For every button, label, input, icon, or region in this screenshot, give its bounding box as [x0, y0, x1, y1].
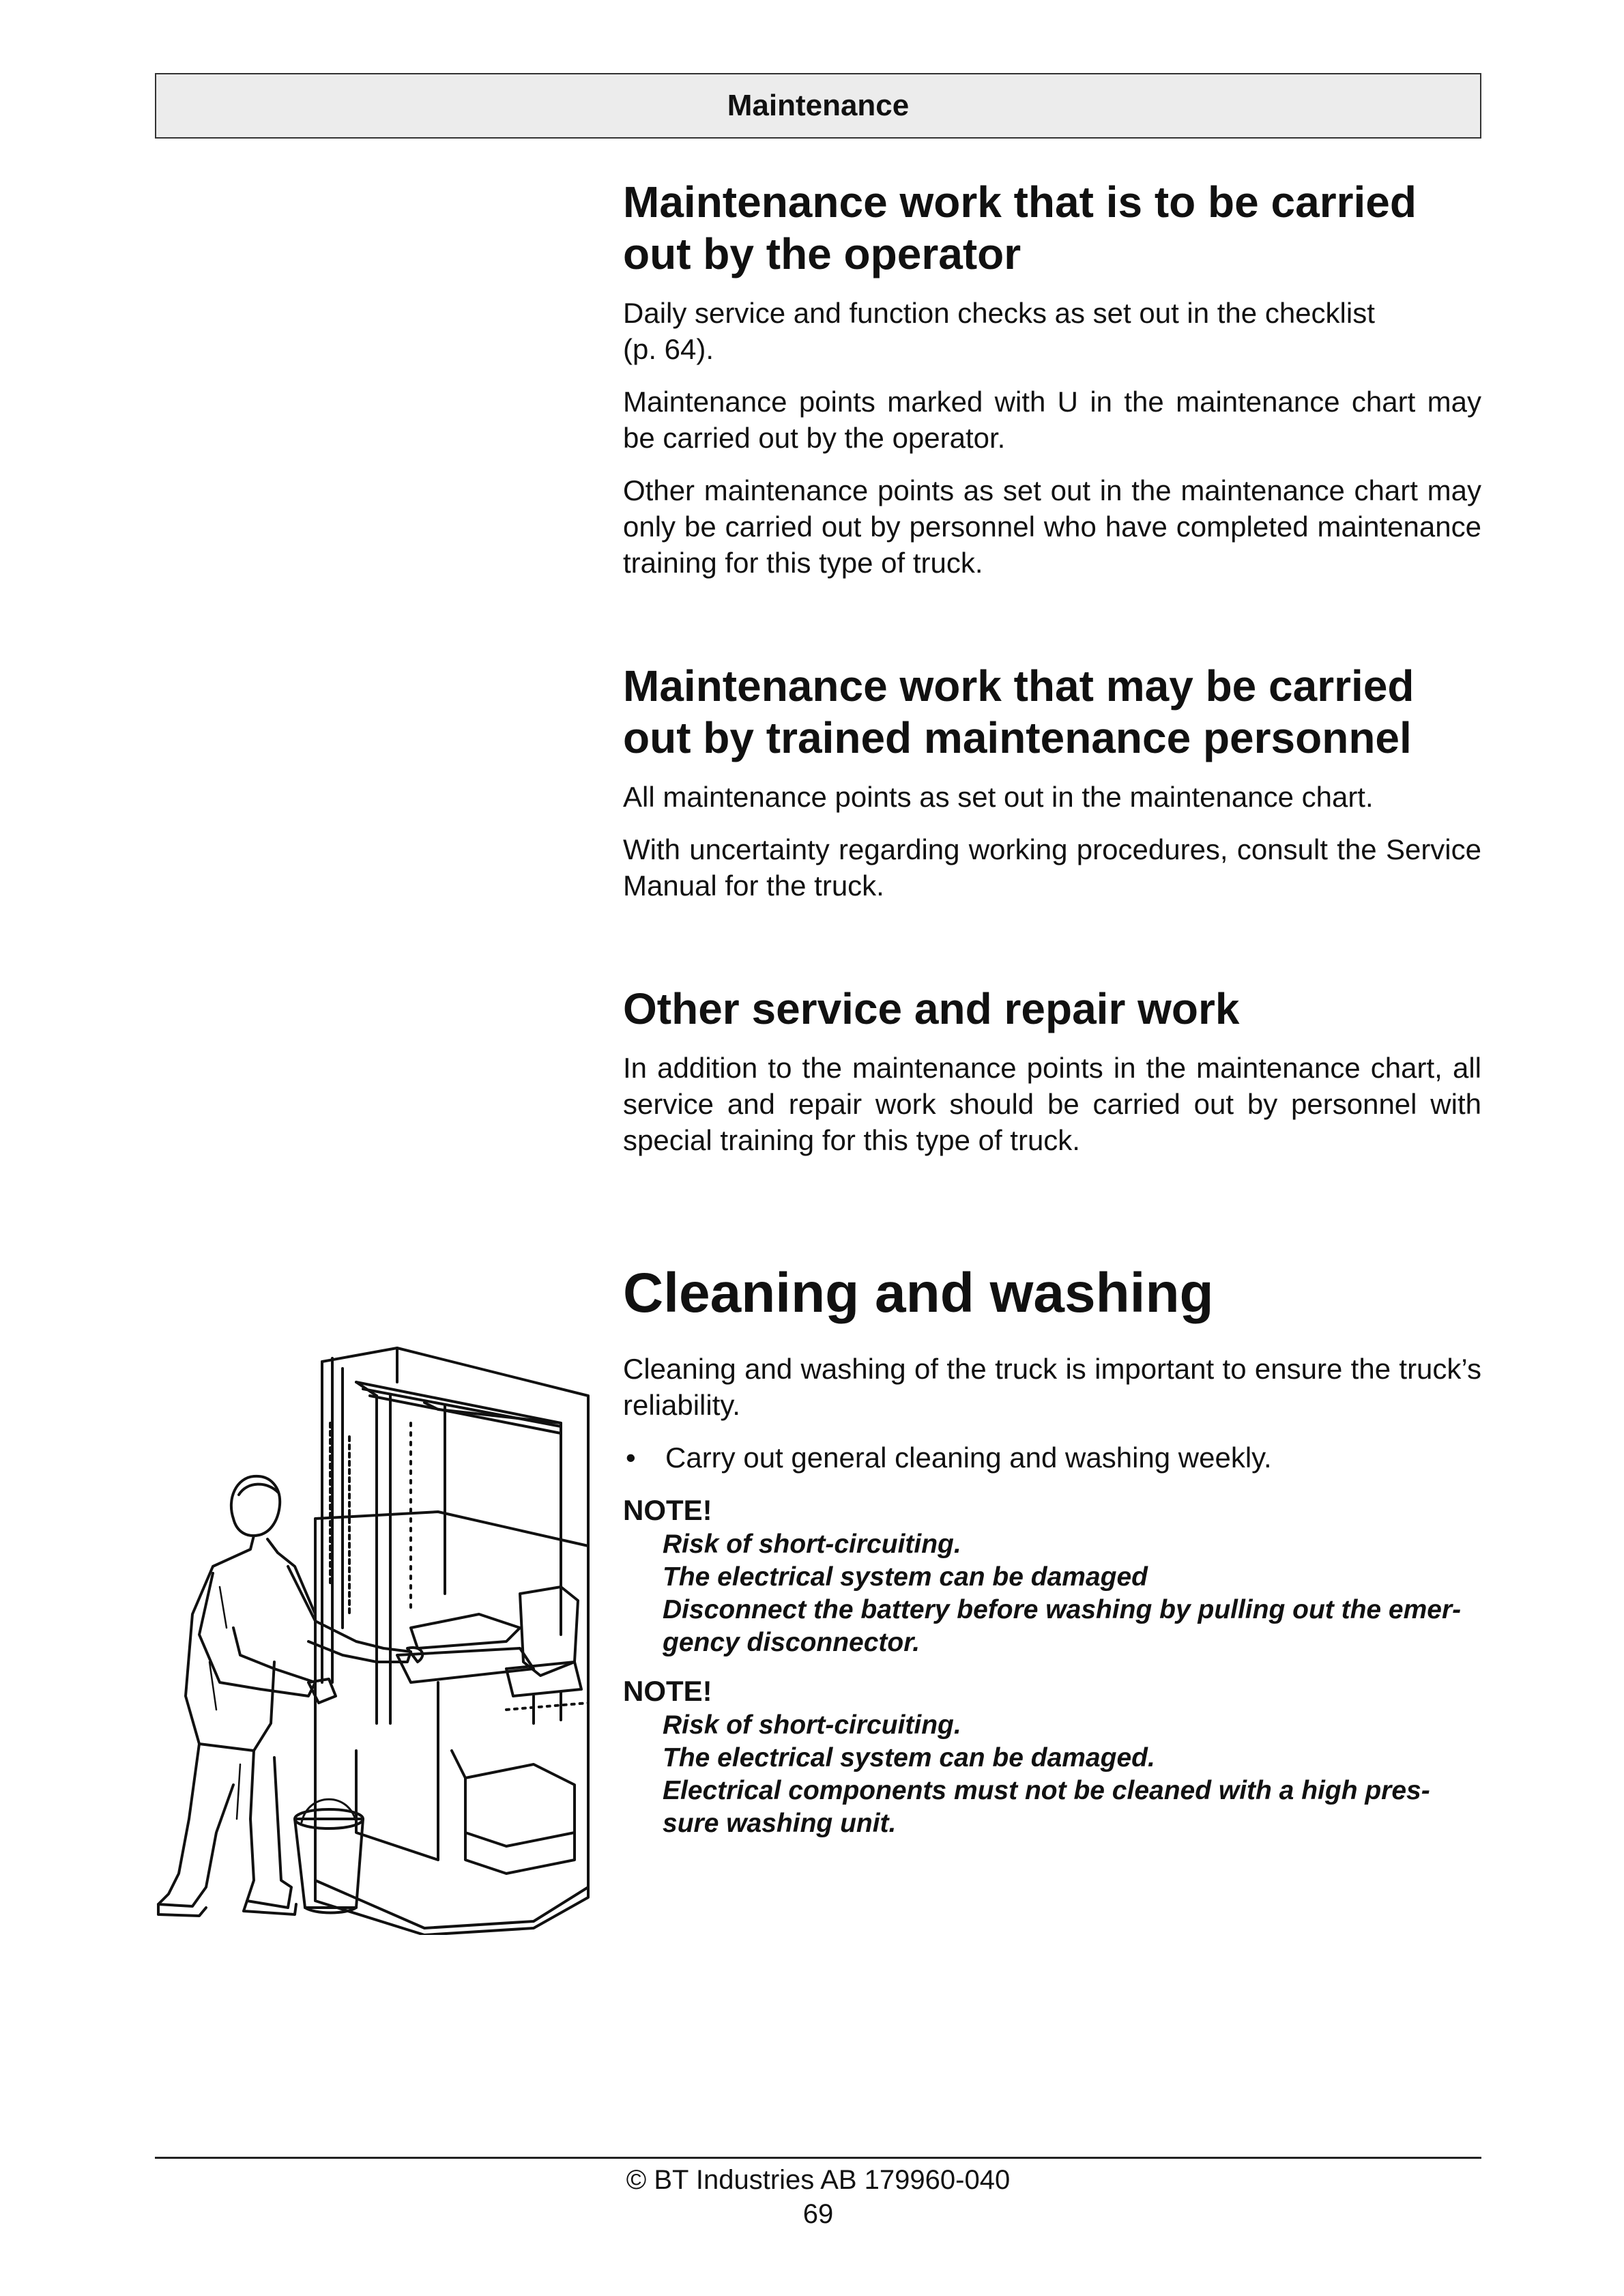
note-body [623, 1528, 1481, 1659]
note-line: The electrical system can be damaged. [663, 1743, 1155, 1773]
section-heading-other-service: Other service and repair work [623, 984, 1240, 1033]
main-content [623, 176, 1481, 1854]
note-line: The electrical system can be damaged [663, 1562, 1148, 1592]
bullet-text: Carry out general cleaning and washing weekly. [665, 1441, 1272, 1474]
note-title: NOTE! [623, 1494, 712, 1526]
truck-cleaning-illustration [151, 1341, 615, 1935]
paragraph: In addition to the maintenance points in the maintenance chart, all service and repair work should be carried out by personnel with special training for this type of truck. [623, 1052, 1481, 1156]
bullet-item [623, 1439, 1481, 1476]
page-number: 69 [802, 2199, 834, 2229]
paragraph: Cleaning and washing of the truck is important to ensure the truck’s reliability. [623, 1353, 1481, 1421]
note-line: Disconnect the battery before washing by pulling out the emer- [663, 1595, 1462, 1624]
note-line: Risk of short-circuiting. [663, 1710, 961, 1740]
paragraph: All maintenance points as set out in the maintenance chart. [623, 781, 1374, 813]
section-heading-operator: Maintenance work that is to be carried out by the operator [623, 177, 1417, 278]
page-header [155, 73, 1481, 139]
paragraph-text: (p. 64). [623, 333, 714, 365]
header-title: Maintenance [727, 89, 910, 122]
paragraph: Other maintenance points as set out in the maintenance chart may only be carried out by personnel who have completed maintenance training for this type of truck. [623, 474, 1481, 579]
footer-rule [155, 2157, 1481, 2159]
note-title: NOTE! [623, 1675, 712, 1707]
note-line: sure washing unit. [663, 1809, 897, 1838]
paragraph-text: Daily service and function checks as set out in the checklist [623, 297, 1375, 329]
note-line: Electrical components must not be cleaned with a high pres- [663, 1776, 1430, 1805]
bullet-icon: • [626, 1441, 636, 1474]
note-line: Risk of short-circuiting. [663, 1530, 961, 1559]
note-body [623, 1709, 1481, 1840]
paragraph: Maintenance points marked with U in the maintenance chart may be carried out by the operator. [623, 386, 1481, 454]
section-heading-cleaning: Cleaning and washing [623, 1262, 1214, 1324]
section-heading-trained-personnel: Maintenance work that may be carried out by trained maintenance personnel [623, 661, 1415, 762]
note-line: gency disconnector. [663, 1628, 920, 1657]
paragraph [623, 295, 1481, 367]
footer-copyright: © BT Industries AB 179960-040 [626, 2165, 1011, 2195]
paragraph: With uncertainty regarding working procedures, consult the Service Manual for the truck. [623, 833, 1481, 902]
